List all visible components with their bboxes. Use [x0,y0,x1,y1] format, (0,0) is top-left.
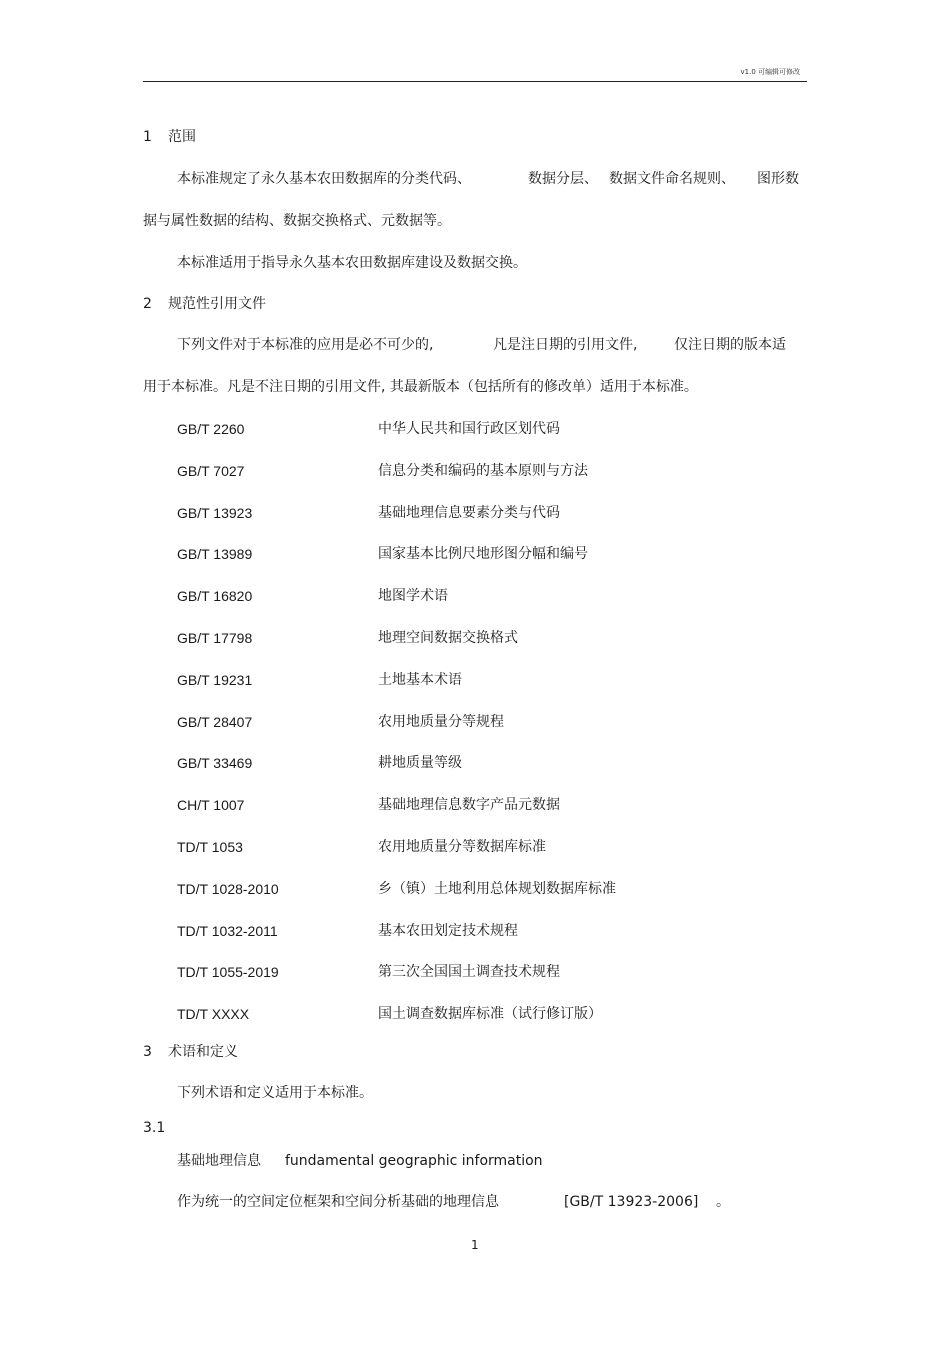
reference-code: GB/T 19231 [177,672,253,688]
header-version-note: v1.0 可编辑可修改 [740,68,800,76]
section-1-number: 1 [143,129,152,145]
reference-title: 第三次全国国土调查技术规程 [378,964,560,980]
reference-code: TD/T 1055-2019 [177,964,279,980]
reference-code: GB/T 2260 [177,421,245,437]
normative-intro-line-2: 用于本标准。凡是不注日期的引用文件, 其最新版本（包括所有的修改单）适用于本标准。 [143,379,698,395]
reference-code: GB/T 7027 [177,463,245,479]
normative-intro-text: 凡是注日期的引用文件, [493,337,638,353]
reference-title: 基本农田划定技术规程 [378,923,518,939]
section-2-number: 2 [143,296,152,312]
scope-paragraph-2: 本标准适用于指导永久基本农田数据库建设及数据交换。 [177,255,527,271]
reference-code: TD/T 1032-2011 [177,923,278,939]
reference-title: 信息分类和编码的基本原则与方法 [378,463,588,479]
section-2-title: 规范性引用文件 [168,296,266,312]
normative-intro-text: 仅注日期的版本适 [674,337,786,353]
reference-title: 国土调查数据库标准（试行修订版） [378,1006,602,1022]
reference-code: CH/T 1007 [177,797,245,813]
page-number: 1 [471,1238,479,1252]
reference-code: TD/T 1053 [177,839,243,855]
reference-code: TD/T XXXX [177,1006,250,1022]
reference-title: 农用地质量分等规程 [378,714,504,730]
term-3-1-number: 3.1 [143,1120,166,1136]
term-3-1-chinese: 基础地理信息 [177,1153,261,1169]
terms-intro: 下列术语和定义适用于本标准。 [177,1085,373,1101]
term-3-1-definition-text: 作为统一的空间定位框架和空间分析基础的地理信息 [177,1194,499,1210]
term-3-1-english: fundamental geographic information [285,1153,543,1169]
reference-code: GB/T 17798 [177,630,253,646]
normative-intro-text: 下列文件对于本标准的应用是必不可少的, [177,337,434,353]
reference-code: GB/T 13989 [177,546,253,562]
section-3-number: 3 [143,1044,152,1060]
reference-title: 地理空间数据交换格式 [378,630,518,646]
reference-title: 地图学术语 [378,588,448,604]
reference-title: 土地基本术语 [378,672,462,688]
scope-text: 数据文件命名规则、 [609,171,735,187]
scope-text: 数据分层、 [528,171,598,187]
reference-title: 中华人民共和国行政区划代码 [378,421,560,437]
term-3-1-end-mark: 。 [716,1194,730,1210]
reference-code: GB/T 13923 [177,505,253,521]
reference-code: GB/T 28407 [177,714,253,730]
section-1-title: 范围 [168,129,196,145]
reference-code: GB/T 33469 [177,755,253,771]
reference-code: GB/T 16820 [177,588,253,604]
reference-title: 耕地质量等级 [378,755,462,771]
scope-text: 图形数 [757,171,799,187]
term-3-1-source: [GB/T 13923-2006] [564,1194,699,1210]
section-3-title: 术语和定义 [168,1044,238,1060]
scope-text: 本标准规定了永久基本农田数据库的分类代码、 [177,171,471,187]
reference-code: TD/T 1028-2010 [177,881,279,897]
scope-paragraph-1-line-2: 据与属性数据的结构、数据交换格式、元数据等。 [143,213,451,229]
reference-title: 基础地理信息数字产品元数据 [378,797,560,813]
reference-title: 乡（镇）土地利用总体规划数据库标准 [378,881,616,897]
reference-title: 国家基本比例尺地形图分幅和编号 [378,546,588,562]
reference-title: 农用地质量分等数据库标准 [378,839,546,855]
reference-title: 基础地理信息要素分类与代码 [378,505,560,521]
header-rule [143,81,807,82]
